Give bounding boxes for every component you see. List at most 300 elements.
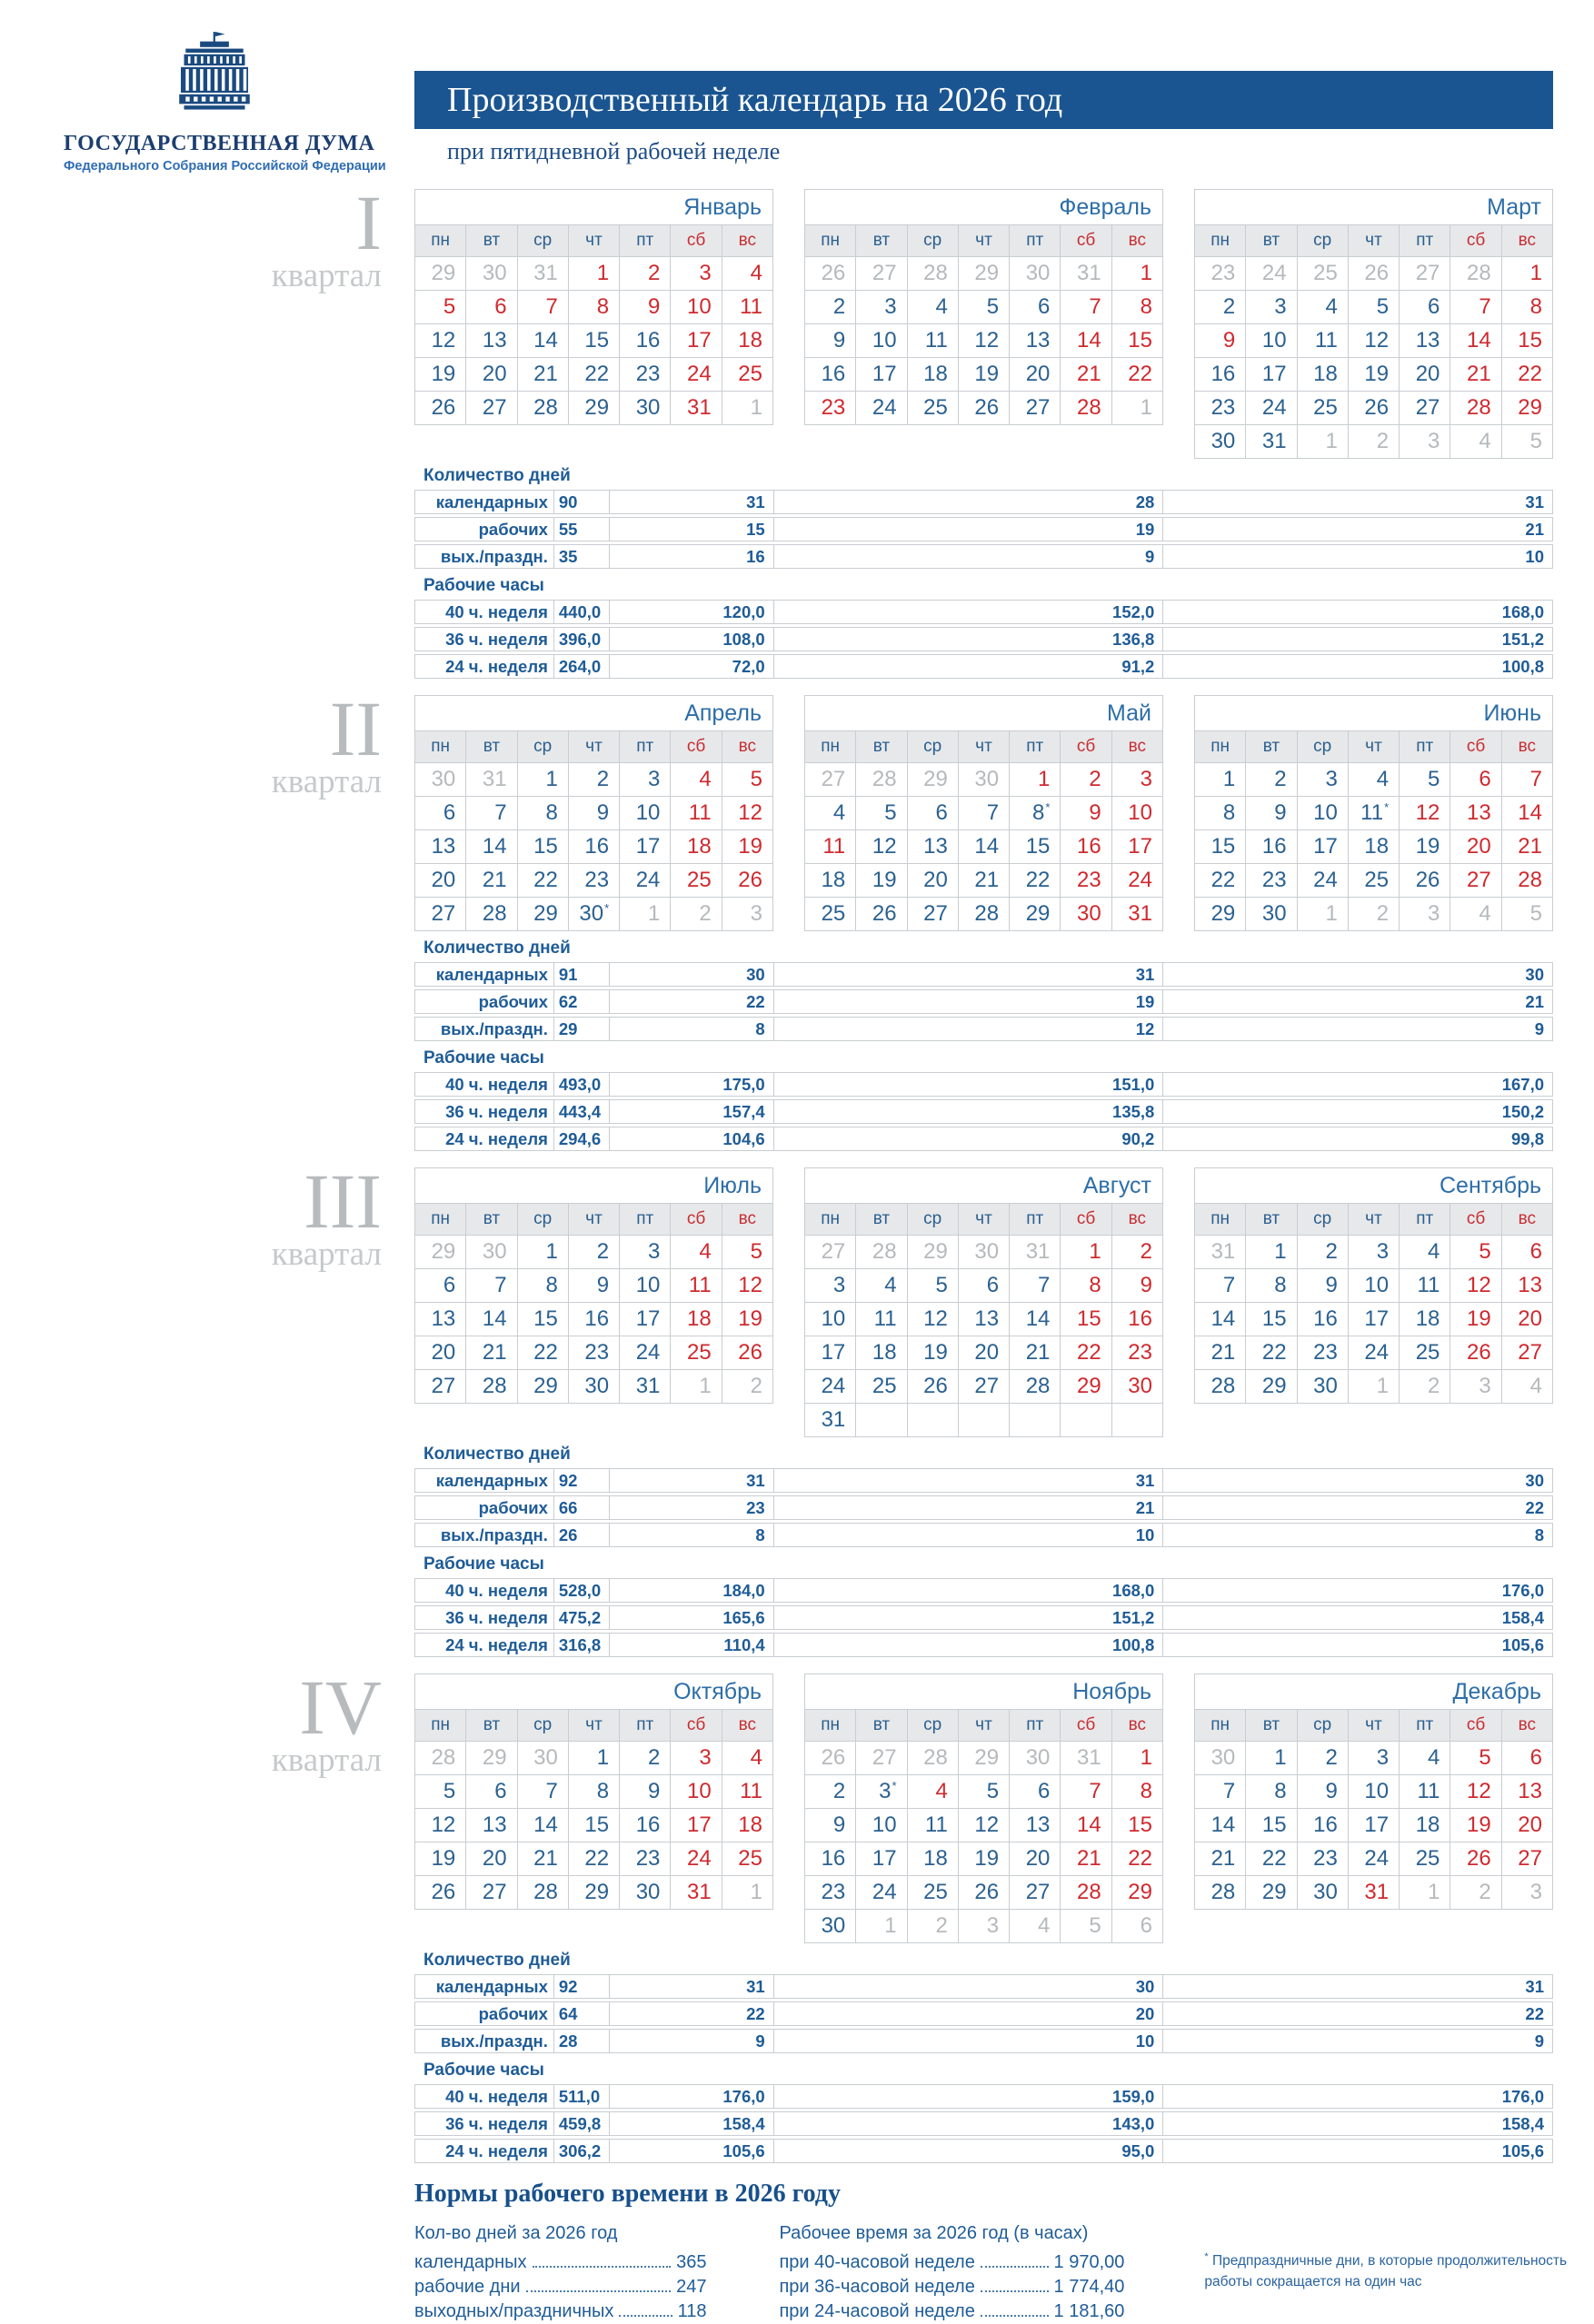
day-cell: 27 — [1450, 864, 1501, 898]
stats-days-title: Количество дней — [423, 939, 571, 958]
day-cell: 27 — [907, 898, 958, 931]
day-cell: 1 — [722, 392, 772, 425]
day-cell: 1 — [1061, 1236, 1111, 1269]
summary-label: при 40-часовой неделе — [779, 2252, 975, 2272]
stats-month-value: 31 — [610, 491, 774, 513]
stats-month-value: 8 — [610, 1524, 774, 1546]
day-cell: 12 — [907, 1303, 958, 1336]
stats-row-label: 36 ч. неделя — [415, 628, 554, 651]
day-cell: 1 — [517, 763, 568, 797]
stats-row-label: 40 ч. неделя — [415, 1579, 554, 1602]
weekday-label: пн — [805, 731, 856, 763]
stats-quarter-total: 35 — [554, 545, 610, 568]
day-cell: 1 — [1297, 898, 1348, 931]
weekday-label: пт — [620, 1204, 671, 1236]
day-cell: 4 — [1450, 425, 1501, 459]
day-cell: 30 — [1246, 898, 1297, 931]
summary-value: 365 — [676, 2252, 707, 2272]
stats-quarter-total: 28 — [554, 2030, 610, 2052]
day-cell: 9 — [1297, 1269, 1348, 1303]
weekday-label: чт — [1348, 1710, 1399, 1742]
stats-hours-table — [414, 2084, 1553, 2163]
week-row — [415, 1269, 773, 1303]
day-cell: 24 — [1297, 864, 1348, 898]
day-cell: 8* — [1010, 797, 1061, 830]
dotted-leader — [526, 2290, 672, 2292]
week-row — [805, 898, 1163, 931]
summary-row — [414, 2299, 706, 2324]
stats-month-value: 151,2 — [774, 1606, 1164, 1629]
stats-row — [414, 1523, 1553, 1547]
day-cell: 5 — [1450, 1742, 1501, 1775]
stats-month-value: 168,0 — [1501, 601, 1544, 621]
day-cell: 23 — [805, 1876, 856, 1910]
stats-row — [414, 2111, 1553, 2136]
stats-row-label: рабочих — [415, 2002, 554, 2025]
weekday-label: ср — [1297, 225, 1348, 257]
week-row — [1195, 1303, 1553, 1336]
day-cell: 11 — [907, 1809, 958, 1842]
day-cell: 13 — [907, 830, 958, 864]
quarter-label — [200, 1157, 382, 1274]
day-cell: 20 — [958, 1336, 1009, 1370]
day-cell: 1 — [1348, 1370, 1399, 1404]
stats-month-value: 175,0 — [610, 1073, 774, 1096]
month-title: Июль — [415, 1168, 773, 1204]
month-calendar — [804, 695, 1163, 931]
day-cell: 19 — [958, 1842, 1009, 1876]
day-cell: 4 — [1501, 1370, 1552, 1404]
weekday-label: чт — [568, 731, 619, 763]
day-cell: 25 — [671, 864, 722, 898]
stats-month-value: 158,4 — [1501, 1607, 1544, 1627]
day-cell: 7 — [466, 1269, 517, 1303]
weekday-label: пн — [415, 1204, 466, 1236]
stats-month-value: 31 — [610, 1469, 774, 1492]
month-title: Сентябрь — [1195, 1168, 1553, 1204]
day-cell: 7 — [466, 797, 517, 830]
month-title-row — [805, 190, 1163, 225]
week-row — [805, 257, 1163, 291]
day-cell: 17 — [856, 1842, 907, 1876]
day-cell: 29 — [907, 763, 958, 797]
day-cell: 14 — [517, 1809, 568, 1842]
day-cell: 24 — [671, 358, 722, 392]
stats-row — [414, 627, 1553, 651]
weekday-label: пн — [415, 731, 466, 763]
day-cell: 28 — [466, 898, 517, 931]
day-cell: 7 — [1061, 1775, 1111, 1809]
stats-row-label: рабочих — [415, 518, 554, 541]
quarter-4 — [271, 1664, 1553, 2163]
day-cell: 21 — [1195, 1842, 1246, 1876]
stats-month-value: 15 — [610, 518, 774, 541]
stats-hours-title: Рабочие часы — [423, 1554, 544, 1574]
day-cell: 12 — [958, 1809, 1009, 1842]
weekday-label: сб — [1061, 225, 1111, 257]
day-cell: 31 — [1010, 1236, 1061, 1269]
day-cell: 26 — [722, 1336, 772, 1370]
stats-row — [414, 544, 1553, 569]
day-cell: 26 — [722, 864, 772, 898]
day-cell: 25 — [1400, 1842, 1450, 1876]
weekday-label: чт — [1348, 731, 1399, 763]
weekday-header-row — [415, 731, 773, 763]
day-cell: 16 — [805, 358, 856, 392]
day-cell: 4 — [671, 763, 722, 797]
day-cell: 4 — [1400, 1236, 1450, 1269]
weekday-label: сб — [671, 731, 722, 763]
weekday-header-row — [1195, 731, 1553, 763]
stats-quarter-total: 90 — [554, 491, 610, 513]
months-row — [414, 695, 1553, 931]
day-cell: 9 — [805, 1809, 856, 1842]
stats-month-value: 21 — [1525, 991, 1544, 1011]
stats-month-value: 135,8 — [774, 1100, 1164, 1123]
day-cell: 10 — [1246, 324, 1297, 358]
day-cell: 1 — [1246, 1236, 1297, 1269]
stats-row-label: 36 ч. неделя — [415, 1606, 554, 1629]
month-calendar — [414, 1167, 773, 1404]
day-cell: 4 — [1400, 1742, 1450, 1775]
stats-row — [414, 2139, 1553, 2163]
week-row — [805, 830, 1163, 864]
day-cell: 27 — [1501, 1842, 1552, 1876]
day-cell: 1 — [671, 1370, 722, 1404]
day-cell: 27 — [1400, 392, 1450, 425]
day-cell: 30 — [1010, 257, 1061, 291]
day-cell: 23 — [805, 392, 856, 425]
day-cell: 3 — [958, 1910, 1009, 1943]
day-cell: 22 — [1061, 1336, 1111, 1370]
day-cell: 19 — [856, 864, 907, 898]
day-cell: 8 — [1501, 291, 1552, 324]
day-cell: 1 — [1246, 1742, 1297, 1775]
page-title-banner — [414, 71, 1553, 129]
weekday-label: пн — [415, 1710, 466, 1742]
day-cell: 15 — [1111, 324, 1162, 358]
day-cell: 30 — [568, 1370, 619, 1404]
stats-month-value: 31 — [1525, 492, 1544, 511]
day-cell: 23 — [620, 1842, 671, 1876]
day-cell: 30 — [517, 1742, 568, 1775]
summary-label: при 36-часовой неделе — [779, 2277, 975, 2297]
day-cell: 30 — [805, 1910, 856, 1943]
day-cell: 18 — [1348, 830, 1399, 864]
week-row — [805, 324, 1163, 358]
day-cell: 11 — [671, 1269, 722, 1303]
day-cell: 6 — [1501, 1236, 1552, 1269]
day-cell: 16 — [1297, 1303, 1348, 1336]
day-cell: 5 — [1400, 763, 1450, 797]
day-cell: 30* — [568, 898, 619, 931]
day-cell: 1 — [620, 898, 671, 931]
weekday-label: вс — [1111, 1710, 1162, 1742]
stats-month-value: 176,0 — [1501, 1580, 1544, 1600]
month-calendar — [1194, 695, 1553, 931]
summary-label: календарных — [414, 2252, 527, 2272]
weekday-label: сб — [671, 1710, 722, 1742]
day-cell: 9 — [620, 291, 671, 324]
day-cell: 30 — [1111, 1370, 1162, 1404]
day-cell: 18 — [1400, 1809, 1450, 1842]
stats-month-value: 159,0 — [774, 2085, 1164, 2108]
month-calendar — [414, 189, 773, 425]
day-cell: 24 — [1111, 864, 1162, 898]
month-calendar — [414, 1673, 773, 1910]
month-title-row — [1195, 1168, 1553, 1204]
stats-row-label: вых./праздн. — [415, 2030, 554, 2052]
stats-quarter-total: 55 — [554, 518, 610, 541]
day-cell: 10 — [856, 1809, 907, 1842]
day-cell: 14 — [958, 830, 1009, 864]
weekday-label: сб — [1450, 1710, 1501, 1742]
stats-quarter-total: 511,0 — [554, 2085, 610, 2108]
day-cell: 9 — [620, 1775, 671, 1809]
weekday-label: вс — [1111, 1204, 1162, 1236]
weekday-label: чт — [1348, 1204, 1399, 1236]
weekday-label: чт — [568, 1710, 619, 1742]
week-row — [805, 1236, 1163, 1269]
weekday-label: пт — [1010, 1204, 1061, 1236]
week-row — [415, 1370, 773, 1404]
day-cell: 22 — [517, 864, 568, 898]
day-cell: 27 — [1400, 257, 1450, 291]
weekday-label: ср — [907, 1204, 958, 1236]
month-calendar — [1194, 189, 1553, 459]
day-cell: 3 — [671, 257, 722, 291]
day-cell: 9 — [1195, 324, 1246, 358]
stats-quarter-total: 92 — [554, 1975, 610, 1998]
weekday-label: ср — [517, 731, 568, 763]
dotted-leader — [533, 2266, 672, 2268]
week-row — [805, 797, 1163, 830]
stats-month-value: 31 — [1525, 1976, 1544, 1996]
day-cell: 21 — [1061, 358, 1111, 392]
day-cell: 2 — [1246, 763, 1297, 797]
stats-month-value: 152,0 — [774, 601, 1164, 623]
quarter-word: квартал — [271, 763, 382, 801]
day-cell: 22 — [568, 358, 619, 392]
week-row — [415, 1775, 773, 1809]
day-cell: 7 — [1195, 1269, 1246, 1303]
stats-row-label: календарных — [415, 1469, 554, 1492]
day-cell: 23 — [1297, 1336, 1348, 1370]
summary-row — [779, 2250, 1124, 2275]
day-cell: 28 — [517, 1876, 568, 1910]
week-row — [1195, 1370, 1553, 1404]
day-cell: 19 — [1348, 358, 1399, 392]
weekday-label: вт — [856, 225, 907, 257]
weekday-label: ср — [1297, 1204, 1348, 1236]
weekday-label: чт — [958, 731, 1009, 763]
day-cell: 5 — [907, 1269, 958, 1303]
day-cell: 17 — [620, 1303, 671, 1336]
day-cell — [1061, 1404, 1111, 1437]
stats-quarter-total: 396,0 — [554, 628, 610, 651]
weekday-label: вс — [1501, 731, 1552, 763]
weekday-label: пн — [805, 1710, 856, 1742]
stats-hours-table — [414, 1578, 1553, 1657]
day-cell: 18 — [671, 1303, 722, 1336]
stats-quarter-total: 493,0 — [554, 1073, 610, 1096]
stats-row — [414, 490, 1553, 514]
weekday-label: чт — [958, 1710, 1009, 1742]
day-cell: 15 — [1195, 830, 1246, 864]
day-cell: 15 — [1061, 1303, 1111, 1336]
day-cell: 31 — [1246, 425, 1297, 459]
stats-quarter-total: 294,6 — [554, 1127, 610, 1150]
day-cell: 14 — [1195, 1809, 1246, 1842]
day-cell: 8 — [568, 291, 619, 324]
week-row — [1195, 763, 1553, 797]
pre-holiday-star: * — [604, 901, 610, 915]
day-cell: 14 — [1061, 324, 1111, 358]
weekday-label: ср — [517, 1710, 568, 1742]
stats-row-label: рабочих — [415, 990, 554, 1013]
weekday-label: вс — [1501, 1204, 1552, 1236]
day-cell: 27 — [415, 1370, 466, 1404]
stats-month-value: 31 — [774, 963, 1164, 986]
stats-month-value: 165,6 — [610, 1606, 774, 1629]
day-cell: 30 — [958, 763, 1009, 797]
stats-month-value: 168,0 — [774, 1579, 1164, 1602]
day-cell: 17 — [620, 830, 671, 864]
day-cell: 15 — [517, 1303, 568, 1336]
month-calendar — [414, 695, 773, 931]
week-row — [805, 392, 1163, 425]
stats-month-value: 72,0 — [610, 655, 774, 678]
day-cell: 5 — [1061, 1910, 1111, 1943]
day-cell: 2 — [1297, 1742, 1348, 1775]
day-cell: 2 — [568, 763, 619, 797]
norms-footer — [0, 2180, 1594, 2324]
stats-month-value: 105,6 — [1501, 1634, 1544, 1654]
week-row — [415, 864, 773, 898]
day-cell: 7 — [517, 1775, 568, 1809]
stats-hours-table — [414, 600, 1553, 679]
weekday-label: вт — [856, 1204, 907, 1236]
day-cell: 27 — [466, 1876, 517, 1910]
quarter-numeral: I — [355, 179, 382, 266]
day-cell: 31 — [466, 763, 517, 797]
quarter-numeral: III — [304, 1157, 382, 1245]
day-cell: 6 — [1010, 1775, 1061, 1809]
day-cell: 26 — [415, 392, 466, 425]
month-title-row — [415, 190, 773, 225]
day-cell: 9 — [1246, 797, 1297, 830]
weekday-label: вт — [1246, 225, 1297, 257]
pre-holiday-footnote — [1204, 2223, 1594, 2292]
day-cell: 4 — [722, 1742, 772, 1775]
stats-month-value: 19 — [774, 990, 1164, 1013]
day-cell: 5 — [958, 1775, 1009, 1809]
weekday-label: чт — [958, 1204, 1009, 1236]
weekday-label: пн — [805, 225, 856, 257]
weekday-header-row — [1195, 225, 1553, 257]
day-cell: 5 — [1450, 1236, 1501, 1269]
day-cell: 24 — [620, 864, 671, 898]
day-cell: 5 — [856, 797, 907, 830]
stats-days-table — [414, 962, 1553, 1041]
day-cell: 1 — [568, 1742, 619, 1775]
day-cell: 31 — [517, 257, 568, 291]
day-cell: 27 — [805, 763, 856, 797]
day-cell: 12 — [856, 830, 907, 864]
day-cell: 15 — [568, 1809, 619, 1842]
stats-month-value: 158,4 — [1501, 2113, 1544, 2133]
weekday-label: вт — [466, 731, 517, 763]
stats-days-table — [414, 1468, 1553, 1547]
day-cell — [856, 1404, 907, 1437]
weekday-label: сб — [1450, 1204, 1501, 1236]
week-row — [1195, 1809, 1553, 1842]
day-cell: 15 — [1246, 1809, 1297, 1842]
day-cell: 30 — [1195, 1742, 1246, 1775]
day-cell: 3 — [1297, 763, 1348, 797]
day-cell: 5 — [722, 763, 772, 797]
day-cell: 17 — [1246, 358, 1297, 392]
week-row — [415, 1303, 773, 1336]
day-cell: 30 — [1195, 425, 1246, 459]
day-cell: 23 — [1246, 864, 1297, 898]
weekday-header-row — [805, 1710, 1163, 1742]
day-cell — [1111, 1404, 1162, 1437]
week-row — [1195, 830, 1553, 864]
weekday-label: пт — [620, 225, 671, 257]
day-cell: 12 — [722, 1269, 772, 1303]
day-cell: 24 — [1246, 392, 1297, 425]
stats-days-table — [414, 1974, 1553, 2053]
day-cell: 31 — [1348, 1876, 1399, 1910]
week-row — [805, 1404, 1163, 1437]
month-title-row — [805, 1674, 1163, 1710]
month-title-row — [1195, 696, 1553, 731]
weekday-label: пн — [1195, 1710, 1246, 1742]
day-cell: 29 — [1195, 898, 1246, 931]
stats-row-label: 24 ч. неделя — [415, 2140, 554, 2162]
stats-month-value: 22 — [1525, 2003, 1544, 2023]
week-row — [1195, 291, 1553, 324]
day-cell: 15 — [1111, 1809, 1162, 1842]
day-cell: 11 — [722, 291, 772, 324]
weekday-label: вс — [1501, 225, 1552, 257]
day-cell: 18 — [722, 1809, 772, 1842]
day-cell: 20 — [1010, 358, 1061, 392]
day-cell: 9 — [805, 324, 856, 358]
day-cell: 30 — [620, 392, 671, 425]
weekday-header-row — [415, 1710, 773, 1742]
day-cell: 30 — [466, 1236, 517, 1269]
day-cell: 6 — [958, 1269, 1009, 1303]
day-cell: 17 — [1111, 830, 1162, 864]
summary-row — [779, 2299, 1124, 2324]
day-cell: 11 — [856, 1303, 907, 1336]
hours-summary-title: Рабочее время за 2026 год (в часах) — [779, 2223, 1089, 2243]
week-row — [1195, 425, 1553, 459]
weekday-label: вс — [722, 225, 772, 257]
day-cell: 15 — [517, 830, 568, 864]
day-cell: 23 — [1297, 1842, 1348, 1876]
day-cell: 26 — [1348, 392, 1399, 425]
day-cell: 8 — [1111, 1775, 1162, 1809]
stats-days-title: Количество дней — [423, 1445, 571, 1464]
day-cell: 7 — [1501, 763, 1552, 797]
month-title-row — [415, 1674, 773, 1710]
weekday-label: вт — [1246, 1710, 1297, 1742]
stats-row-label: календарных — [415, 491, 554, 513]
stats-row-label: 40 ч. неделя — [415, 2085, 554, 2108]
